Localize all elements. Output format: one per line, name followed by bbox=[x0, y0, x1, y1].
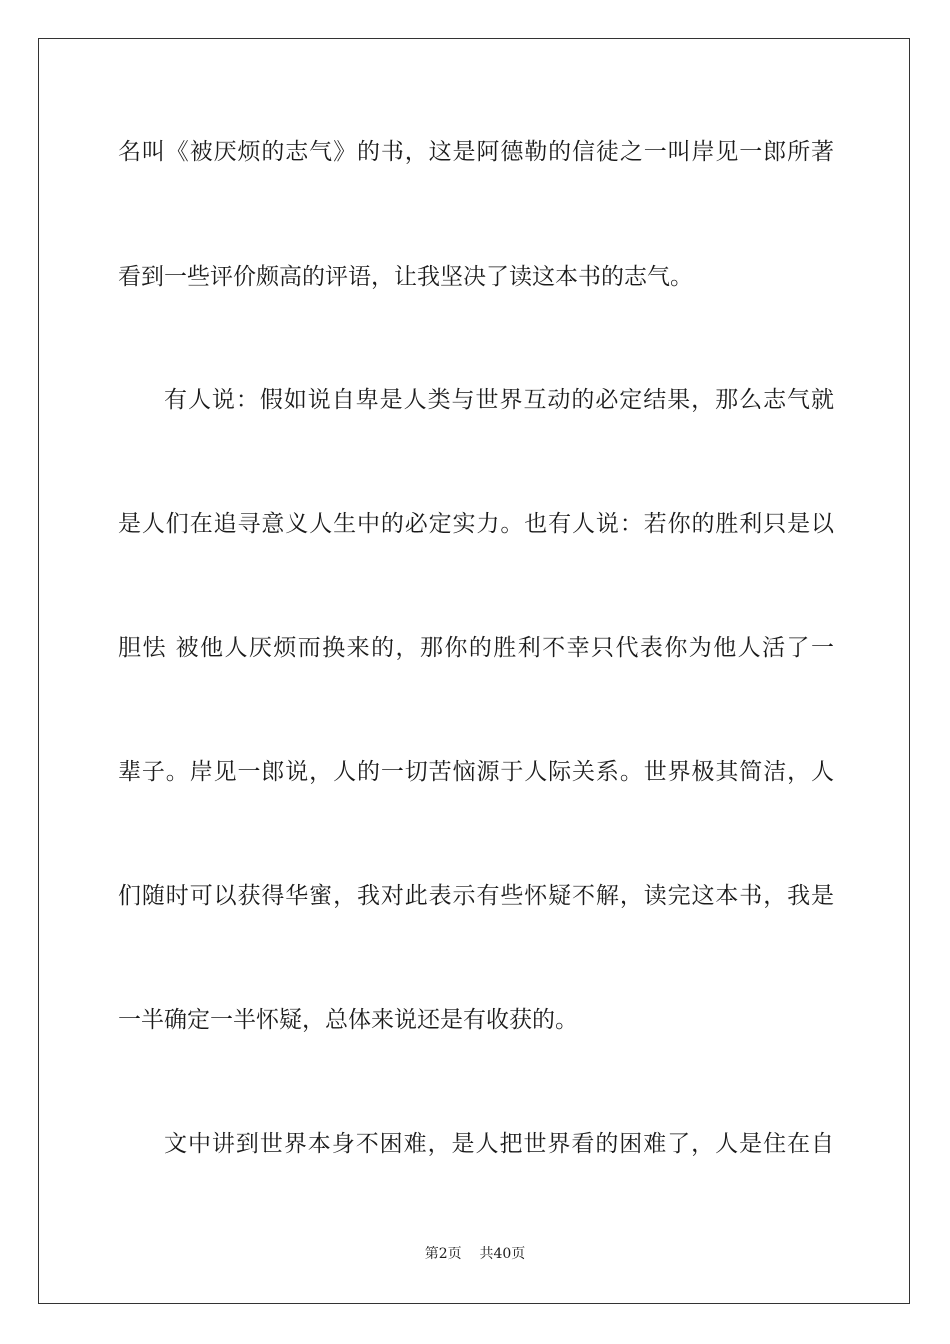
text-line-6: 辈子。岸见一郎说，人的一切苦恼源于人际关系。世界极其简洁，人 bbox=[118, 759, 834, 785]
text-line-9: 文中讲到世界本身不困难，是人把世界看的困难了，人是住在自 bbox=[164, 1131, 834, 1157]
text-line-2: 看到一些评价颇高的评语，让我坚决了读这本书的志气。 bbox=[118, 264, 693, 290]
text-line-7: 们随时可以获得华蜜，我对此表示有些怀疑不解，读完这本书，我是 bbox=[118, 883, 834, 909]
text-line-3: 有人说：假如说自卑是人类与世界互动的必定结果，那么志气就 bbox=[164, 387, 834, 413]
text-line-1: 名叫《被厌烦的志气》的书，这是阿德勒的信徒之一叫岸见一郎所著 bbox=[118, 139, 834, 165]
page-number-footer: 第2页 共40页 bbox=[424, 1246, 526, 1262]
text-line-4: 是人们在追寻意义人生中的必定实力。也有人说：若你的胜利只是以 bbox=[118, 511, 834, 537]
text-line-5: 胆怯 被他人厌烦而换来的，那你的胜利不幸只代表你为他人活了一 bbox=[118, 635, 834, 661]
text-line-8: 一半确定一半怀疑，总体来说还是有收获的。 bbox=[118, 1007, 578, 1033]
page-border bbox=[38, 38, 910, 1304]
